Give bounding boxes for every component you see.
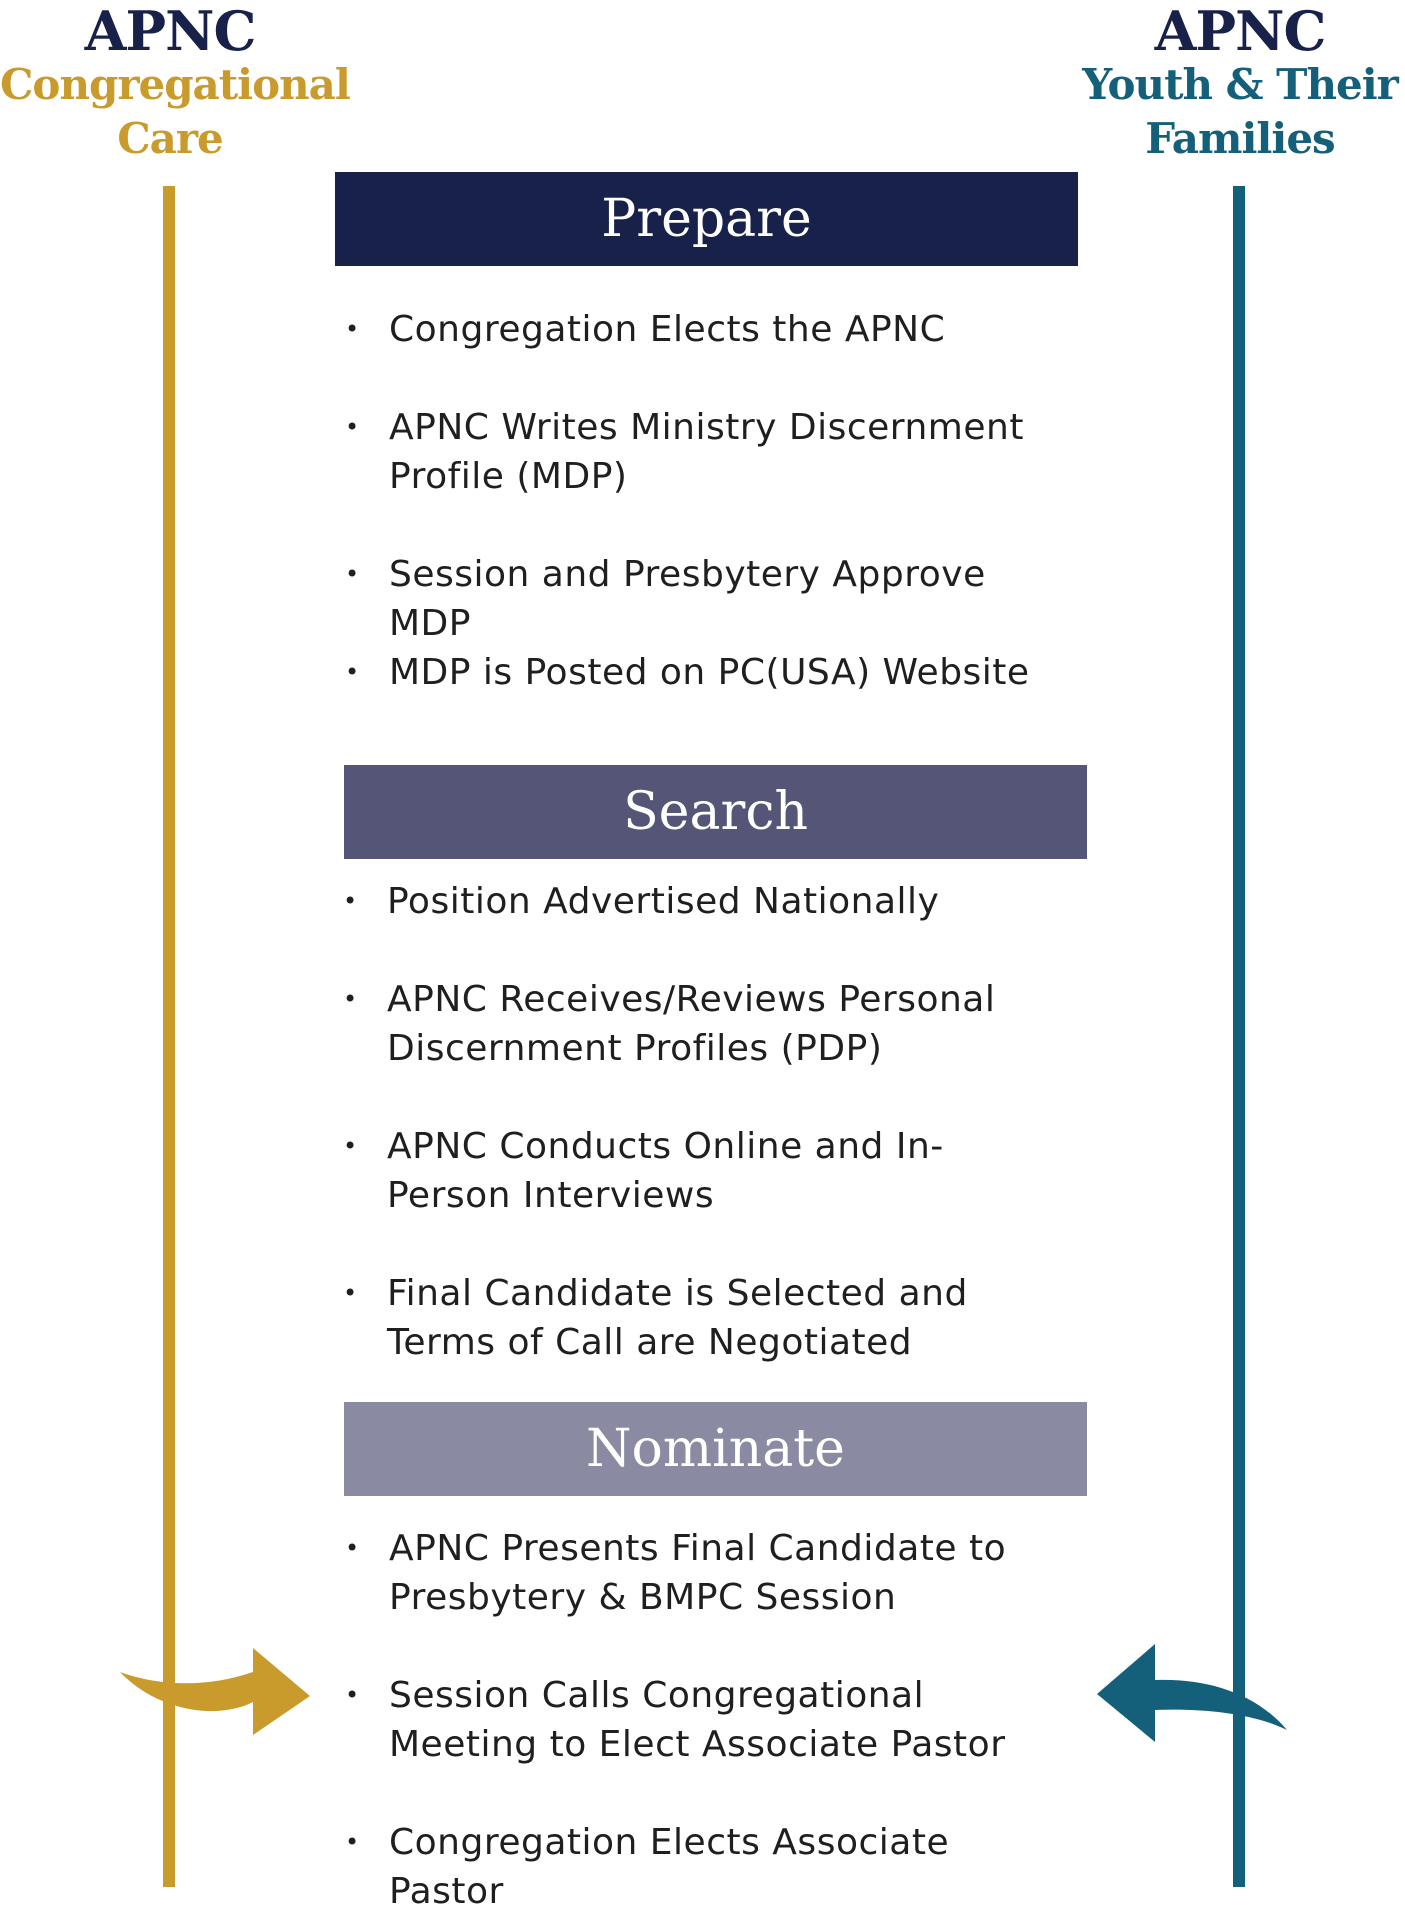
step-item (345, 550, 1065, 648)
step-item (345, 1818, 1065, 1916)
step-text: APNC Receives/Reviews Personal Discernment Profiles (PDP) (387, 979, 996, 1069)
step-text: Session Calls Congregational Meeting to Elect Associate Pastor (389, 1675, 1006, 1765)
phase-label-nominate: Nominate (586, 1419, 845, 1479)
bullet-icon: • (345, 1681, 360, 1709)
step-item (343, 1122, 1063, 1220)
bullet-icon: • (345, 1828, 360, 1856)
right-column-title: APNC (1154, 0, 1326, 63)
step-item (343, 877, 1063, 926)
phase-label-prepare: Prepare (601, 189, 812, 249)
step-text: Session and Presbytery Approve MDP (389, 554, 986, 644)
step-item (343, 975, 1063, 1073)
bullet-icon: • (345, 658, 360, 686)
right-column-subtitle-line1: Youth & Their (1082, 60, 1398, 109)
phase-header-search (344, 765, 1087, 859)
step-item (345, 1524, 1065, 1622)
left-column-subtitle-line1: Congregational (0, 60, 350, 109)
phase-label-search: Search (623, 782, 808, 842)
left-timeline-line (163, 186, 175, 1887)
step-text: Congregation Elects Associate Pastor (389, 1822, 950, 1912)
step-text: Position Advertised Nationally (387, 881, 940, 922)
step-item (345, 305, 1065, 354)
bullet-icon: • (345, 1534, 360, 1562)
step-item (345, 648, 1065, 697)
bullet-icon: • (345, 560, 360, 588)
bullet-icon: • (343, 985, 358, 1013)
curved-right-arrow-icon (118, 1640, 318, 1760)
step-text: MDP is Posted on PC(USA) Website (389, 652, 1030, 693)
step-item (345, 403, 1065, 501)
bullet-icon: • (345, 413, 360, 441)
step-text: APNC Presents Final Candidate to Presbytery & BMPC Session (389, 1528, 1007, 1618)
phase-header-prepare (335, 172, 1078, 266)
bullet-icon: • (343, 887, 358, 915)
left-column-heading (0, 0, 350, 166)
step-text: APNC Conducts Online and In-Person Interviews (387, 1126, 944, 1216)
step-text: Congregation Elects the APNC (389, 309, 946, 350)
right-column-subtitle-line2: Families (1145, 114, 1335, 163)
step-item (345, 1671, 1065, 1769)
step-text: APNC Writes Ministry Discernment Profile (MDP) (389, 407, 1024, 497)
left-column-subtitle-line2: Care (117, 114, 223, 163)
curved-left-arrow-icon (1095, 1640, 1295, 1760)
right-timeline-line (1233, 186, 1245, 1887)
step-text: Final Candidate is Selected and Terms of Call are Negotiated (387, 1273, 968, 1363)
bullet-icon: • (343, 1132, 358, 1160)
step-item (343, 1269, 1063, 1367)
bullet-icon: • (343, 1279, 358, 1307)
phase-header-nominate (344, 1402, 1087, 1496)
left-column-title: APNC (84, 0, 256, 63)
right-column-heading (1075, 0, 1405, 166)
bullet-icon: • (345, 315, 360, 343)
